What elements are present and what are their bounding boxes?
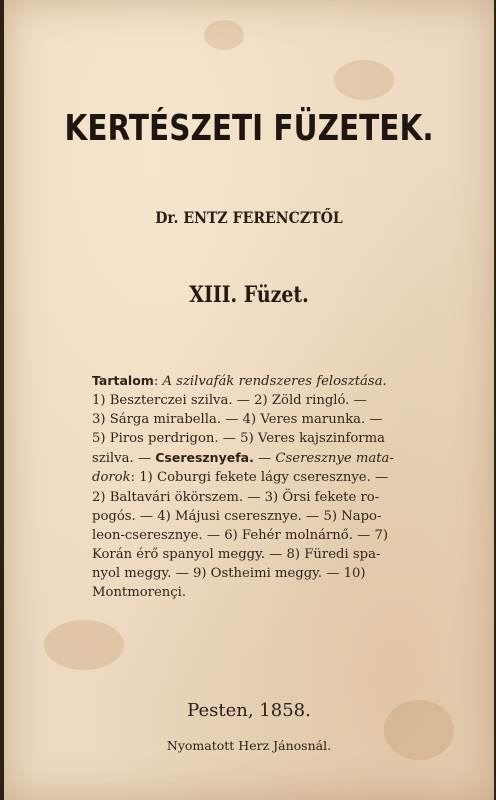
contents-line: 1) Beszterczei szilva. — 2) Zöld ringló. — <box>92 393 367 409</box>
contents-line: Korán érő spanyol meggy. — 8) Füredi spa- <box>92 546 381 562</box>
book-title: KERTÉSZETI FÜZETEK. <box>64 108 434 149</box>
table-of-contents <box>92 371 460 602</box>
contents-line: dorok: 1) Coburgi fekete lágy cseresznye. — <box>92 470 389 486</box>
place-and-year: Pesten, 1858. <box>187 700 311 721</box>
contents-line: 3) Sárga mirabella. — 4) Veres marunka. — <box>92 412 383 428</box>
contents-line: pogós. — 4) Májusi cseresznye. — 5) Napo- <box>92 508 382 524</box>
contents-label: Tartalom <box>92 373 154 388</box>
contents-line: 2) Baltavári ökörszem. — 3) Örsi fekete ro- <box>92 489 380 505</box>
contents-line: nyol meggy. — 9) Ostheimi meggy. — 10) <box>92 565 366 581</box>
printer-line: Nyomatott Herz Jánosnál. <box>166 738 332 753</box>
contents-line: 5) Piros perdrigon. — 5) Veres kajszinforma <box>92 431 385 447</box>
section-heading: Cseresznyefa. <box>155 450 254 466</box>
book-page <box>4 0 494 800</box>
contents-line: szilva. — Cseresznyefa. — Cseresznye mata- <box>92 450 394 467</box>
contents-line: leon-cseresznye. — 6) Fehér molnárnő. — 7) <box>92 527 389 543</box>
issue-number: XIII. Füzet. <box>189 282 309 308</box>
author-line: Dr. ENTZ FERENCZTŐL <box>155 208 343 227</box>
contents-line: Tartalom: A szilvafák rendszeres felosztása. <box>92 373 387 389</box>
contents-line: Montmorençi. <box>92 585 187 601</box>
